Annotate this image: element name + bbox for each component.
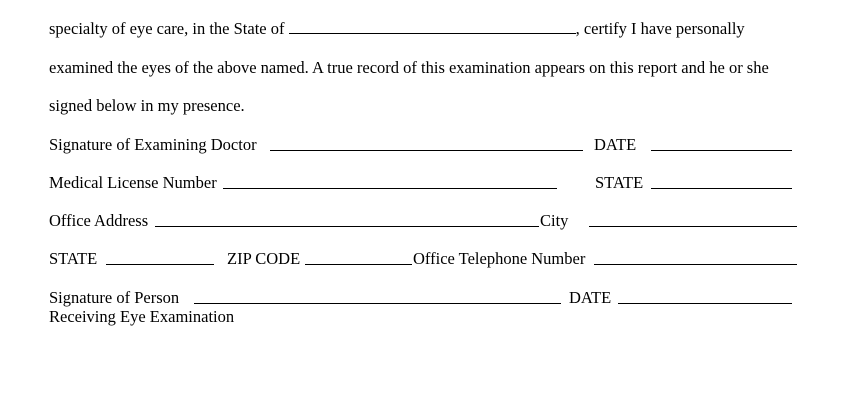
office-address-field[interactable] (155, 212, 539, 227)
doctor-signature-field[interactable] (270, 136, 583, 151)
certification-state-field[interactable] (289, 19, 576, 34)
license-number-label: Medical License Number (49, 173, 217, 192)
office-state-label: STATE (49, 249, 98, 268)
license-state-field[interactable] (651, 174, 792, 189)
office-zip-field[interactable] (305, 250, 412, 265)
receiver-date-label: DATE (569, 288, 612, 307)
receiver-signature-label-line-2: Receiving Eye Examination (49, 307, 235, 326)
license-state-label: STATE (595, 173, 644, 192)
receiver-date-field[interactable] (618, 289, 792, 304)
certification-text-after-state: , certify I have personally (575, 19, 745, 38)
office-city-field[interactable] (589, 212, 797, 227)
certification-line-1 (49, 19, 745, 39)
doctor-date-label: DATE (594, 135, 637, 154)
receiver-signature-label-line-1: Signature of Person (49, 288, 180, 307)
certification-line-2: examined the eyes of the above named. A true record of this examination appears on this report and he or she (49, 58, 769, 77)
office-city-label: City (540, 211, 569, 230)
certification-text-before-state: specialty of eye care, in the State of (49, 19, 285, 38)
license-number-field[interactable] (223, 174, 557, 189)
office-address-label: Office Address (49, 211, 149, 230)
office-state-field[interactable] (106, 250, 214, 265)
office-phone-field[interactable] (594, 250, 797, 265)
receiver-signature-field[interactable] (194, 289, 561, 304)
office-zip-label: ZIP CODE (227, 249, 301, 268)
doctor-date-field[interactable] (651, 136, 792, 151)
office-phone-label: Office Telephone Number (413, 249, 586, 268)
doctor-signature-label: Signature of Examining Doctor (49, 135, 257, 154)
certification-line-3: signed below in my presence. (49, 96, 245, 115)
